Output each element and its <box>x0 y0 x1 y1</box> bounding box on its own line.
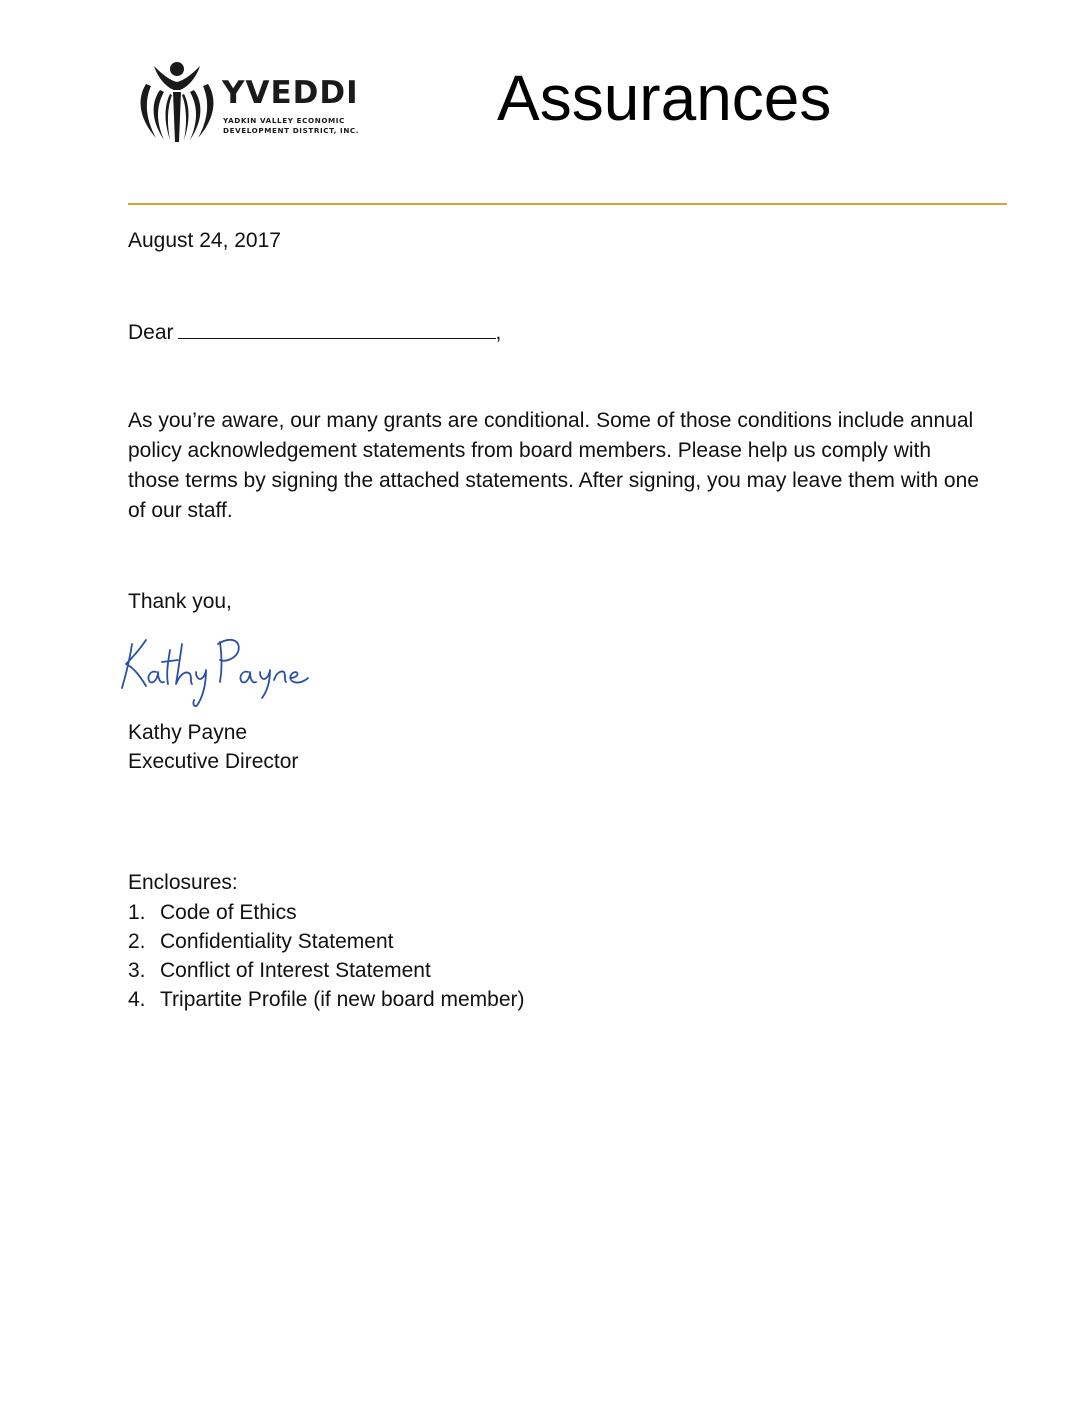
list-item-number: 2. <box>128 930 146 953</box>
list-item-label: Conflict of Interest Statement <box>160 959 431 982</box>
recipient-blank-line <box>178 316 496 339</box>
yveddi-logo-mark-icon <box>136 60 218 144</box>
org-tagline-line2: DEVELOPMENT DISTRICT, INC. <box>223 126 360 135</box>
yveddi-logo <box>136 60 366 146</box>
signer-name: Kathy Payne <box>128 721 248 744</box>
letter-body: As you’re aware, our many grants are conditional. Some of those conditions include annual policy acknowledgement statements from board members. Please help us comply with those terms by signing the attached statements. After signing, you may leave them with one of our staff. <box>128 409 979 522</box>
list-item-label: Tripartite Profile (if new board member) <box>160 988 525 1011</box>
list-item <box>128 956 525 985</box>
enclosures-list <box>128 898 525 1014</box>
org-name: YVEDDI <box>222 75 359 111</box>
list-item <box>128 985 525 1014</box>
header-divider <box>128 203 1007 205</box>
letter-closing: Thank you, <box>128 590 232 613</box>
list-item-number: 3. <box>128 959 146 982</box>
salutation-suffix: , <box>495 321 502 344</box>
signer-title: Executive Director <box>128 750 299 773</box>
page-title: Assurances <box>497 62 832 134</box>
handwritten-signature <box>112 622 312 712</box>
salutation-prefix: Dear <box>128 321 174 344</box>
enclosures-label: Enclosures: <box>128 871 238 894</box>
org-tagline-line1: YADKIN VALLEY ECONOMIC <box>223 116 345 125</box>
salutation <box>128 316 501 348</box>
list-item-label: Code of Ethics <box>160 901 297 924</box>
list-item-number: 4. <box>128 988 146 1011</box>
list-item-number: 1. <box>128 901 146 924</box>
list-item <box>128 898 525 927</box>
list-item-label: Confidentiality Statement <box>160 930 394 953</box>
list-item <box>128 927 525 956</box>
letter-date: August 24, 2017 <box>128 229 281 252</box>
org-tagline <box>223 116 359 136</box>
